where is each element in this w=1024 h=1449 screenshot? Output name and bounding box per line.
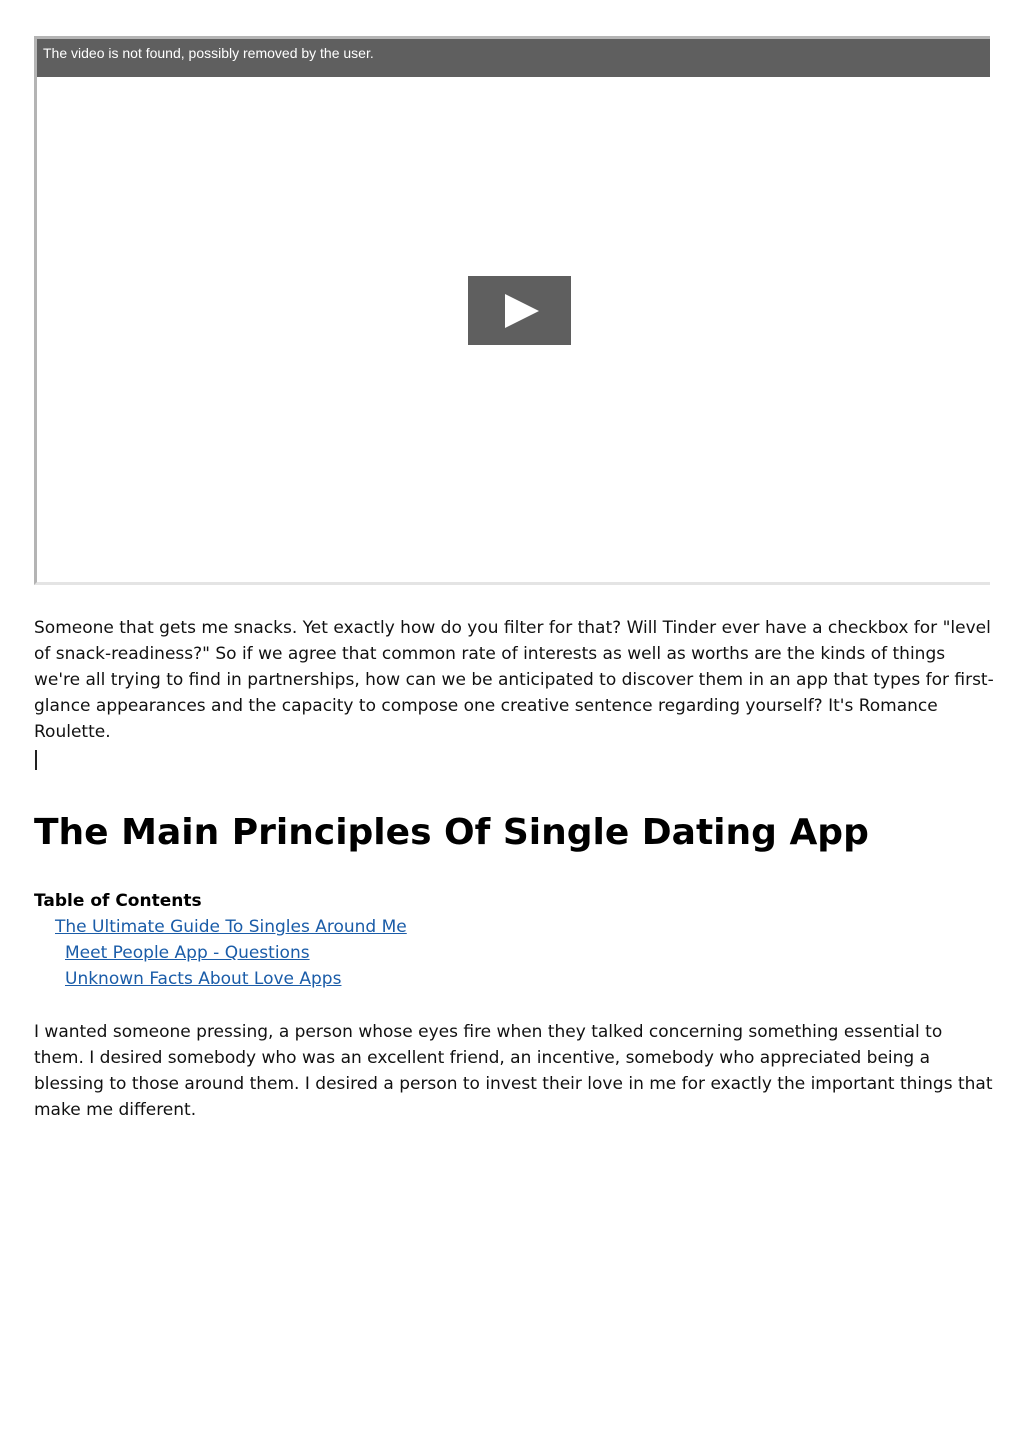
toc-link-love-apps[interactable]: Unknown Facts About Love Apps [65,969,342,989]
play-button[interactable] [468,276,571,345]
second-paragraph: I wanted someone pressing, a person whose eyes fire when they talked concerning something essential to them. I desired somebody who was an excellent friend, an incentive, somebody who appreciated being a blessing to those around them. I desired a person to invest their love in me for exactly the important things that make me different. [34,1022,993,1120]
toc-link-singles-around-me[interactable]: The Ultimate Guide To Singles Around Me [55,917,407,937]
video-embed[interactable] [34,36,990,585]
play-icon [505,294,539,328]
video-error-message: The video is not found, possibly removed by the user. [43,45,374,61]
toc-link-meet-people-app[interactable]: Meet People App - Questions [65,943,310,963]
page-title: The Main Principles Of Single Dating App [34,812,869,853]
text-cursor-mark [35,750,37,770]
intro-paragraph: Someone that gets me snacks. Yet exactly how do you filter for that? Will Tinder ever have a checkbox for "level of snack-readiness?" So if we agree that common rate of interests as well as worths are the kinds of things we're all trying to find in partnerships, how can we be anticipated to discover them in an app that types for first-glance appearances and the capacity to compose one creative sentence regarding yourself? It's Romance Roulette. [34,618,994,742]
toc-title: Table of Contents [34,891,202,911]
video-error-bar [37,39,990,77]
